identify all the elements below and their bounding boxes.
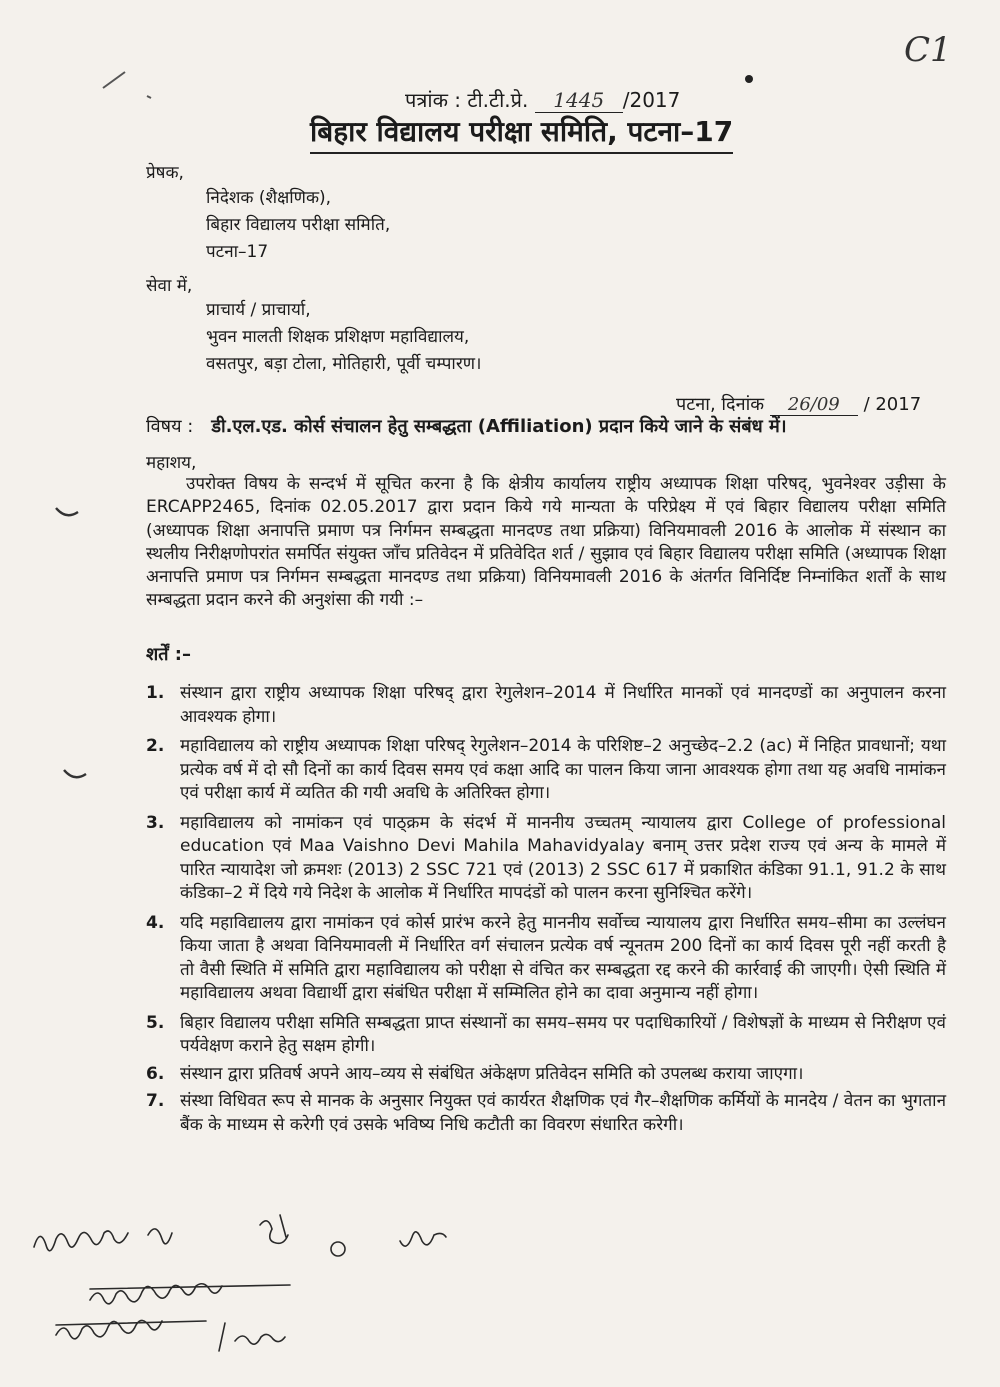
condition-text: संस्थान द्वारा प्रतिवर्ष अपने आय–व्यय से संबंधित अंकेक्षण प्रतिवेदन समिति को उपलब्ध कराया जाएगा। xyxy=(180,1063,804,1084)
margin-mark-left-2 xyxy=(60,762,90,787)
sender-line: बिहार विद्यालय परीक्षा समिति, xyxy=(206,215,391,235)
sender-line: पटना–17 xyxy=(206,242,269,262)
scan-mark-top-left xyxy=(95,60,165,110)
condition-number: 6. xyxy=(146,1063,165,1084)
condition-text: संस्था विधिवत रूप से मानक के अनुसार नियुक्त एवं कार्यरत शैक्षणिक एवं गैर–शैक्षणिक कर्मियों के मानदेय / वेतन का भुगतान बैंक के माध्यम से करेगी एवं उसके भविष्य निधि कटौती का विवरण संधारित करेगी। xyxy=(180,1091,946,1135)
sender-line: निदेशक (शैक्षणिक), xyxy=(206,188,332,208)
recipient-line: वसतपुर, बड़ा टोला, मोतिहारी, पूर्वी चम्पारण। xyxy=(206,354,482,374)
condition-item xyxy=(146,1012,946,1059)
page-title: बिहार विद्यालय परीक्षा समिति, पटना–17 xyxy=(310,112,733,154)
recipient-line: भुवन मालती शिक्षक प्रशिक्षण महाविद्यालय, xyxy=(206,327,470,347)
subject-label: विषय : xyxy=(146,416,194,437)
margin-mark-left xyxy=(52,500,82,525)
salutation: महाशय, xyxy=(146,453,197,473)
condition-text: यदि महाविद्यालय द्वारा नामांकन एवं कोर्स प्रारंभ करने हेतु माननीय सर्वोच्च न्यायालय द्वारा निर्धारित समय–सीमा का उल्लंघन किया जाता है अथवा विनियमावली में निर्धारित वर्ग संचालन प्रत्येक वर्ष न्यूनतम 200 दिनों का कार्य दिवस पूरी नहीं करती है तो वैसी स्थिति में समिति द्वारा महाविद्यालय को परीक्षा से वंचित कर सम्बद्धता रद्द करने की कार्रवाई की जाएगी। ऐसी स्थिति में महाविद्यालय अथवा विद्यार्थी द्वारा संबंधित परीक्षा में सम्मिलित होने का दावा अनुमान्य नहीं होगा। xyxy=(180,912,946,1003)
sender-label: प्रेषक, xyxy=(146,163,184,183)
subject-line xyxy=(146,414,787,438)
conditions-list xyxy=(146,682,946,1137)
recipient-address xyxy=(206,297,482,378)
reference-number-line xyxy=(405,86,680,113)
condition-text: महाविद्यालय को नामांकन एवं पाठ्क्रम के संदर्भ में माननीय उच्चतम् न्यायालय द्वारा College of professional education एवं Maa Vaishno Devi Mahila Mahavidyalay बनाम् उत्तर प्रदेश राज्य एवं अन्य के मामले में पारित न्यायादेश जो क्रमशः (2013) 2 SSC 721 एवं (2013) 2 SSC 617 में प्रकाशित कंडिका 91.1, 91.2 के साथ कंडिका–2 में दिये गये निदेश के आलोक में निर्धारित मापदंडों को पालन करना सुनिश्चित करेंगे। xyxy=(180,812,946,903)
condition-text: महाविद्यालय को राष्ट्रीय अध्यापक शिक्षा परिषद् रेगुलेशन–2014 के परिशिष्ट–2 अनुच्छेद–2.2 (ac) में निहित प्रावधानों; यथा प्रत्येक वर्ष में दो सौ दिनों का कार्य दिवस समय एवं कक्षा आदि का पालन किया जाना आवश्यक होगा तथा यह अवधि नामांकन एवं परीक्षा कार्य में व्यतित की गयी अवधि के अतिरिक्त होगा। xyxy=(180,736,946,803)
recipient-line: प्राचार्य / प्राचार्या, xyxy=(206,300,311,320)
reference-year: /2017 xyxy=(622,88,681,112)
condition-item xyxy=(146,735,946,806)
condition-number: 1. xyxy=(146,683,165,703)
condition-number: 5. xyxy=(146,1012,165,1033)
condition-number: 7. xyxy=(146,1091,165,1111)
condition-text: संस्थान द्वारा राष्ट्रीय अध्यापक शिक्षा परिषद् द्वारा रेगुलेशन–2014 में निर्धारित मानकों एवं मानदण्डों का अनुपालन करना आवश्यक होगा। xyxy=(180,683,946,727)
condition-item xyxy=(146,912,946,1006)
subject-text: डी.एल.एड. कोर्स संचालन हेतु सम्बद्धता (Affiliation) प्रदान किये जाने के संबंध में। xyxy=(211,416,787,437)
condition-number: 2. xyxy=(146,736,165,756)
reference-label: पत्रांक : टी.टी.प्रे. xyxy=(405,88,529,112)
scan-mark-dot xyxy=(742,72,756,86)
condition-item xyxy=(146,1090,946,1137)
corner-mark: C1 xyxy=(904,30,952,70)
handwritten-notes xyxy=(20,1205,480,1365)
condition-number: 3. xyxy=(146,812,165,833)
reference-number: 1445 xyxy=(535,88,623,113)
recipient-label: सेवा में, xyxy=(146,276,193,296)
condition-item xyxy=(146,682,946,729)
date-label: पटना, दिनांक xyxy=(676,394,765,415)
condition-item xyxy=(146,812,946,906)
condition-number: 4. xyxy=(146,912,165,933)
condition-text: बिहार विद्यालय परीक्षा समिति सम्बद्धता प्राप्त संस्थानों का समय–समय पर पदाधिकारियों / विशेषज्ञों के माध्यम से निरीक्षण एवं पर्यवेक्षण कराने हेतु सक्षम होगी। xyxy=(180,1012,946,1056)
letter-date xyxy=(676,392,921,416)
sender-address xyxy=(206,185,390,266)
date-year: / 2017 xyxy=(863,394,922,415)
conditions-heading: शर्तें :– xyxy=(146,644,191,665)
date-value: 26/09 xyxy=(770,394,858,416)
body-paragraph: उपरोक्त विषय के सन्दर्भ में सूचित करना है कि क्षेत्रीय कार्यालय राष्ट्रीय अध्यापक शिक्षा परिषद्, भुवनेश्वर उड़ीसा के ERCAPP2465, दिनांक 02.05.2017 द्वारा प्रदान किये गये मान्यता के परिप्रेक्ष्य में एवं बिहार विद्यालय परीक्षा समिति (अध्यापक शिक्षा अनापत्ति प्रमाण पत्र निर्गमन सम्बद्धता मानदण्ड तथा प्रक्रिया) विनियमावली 2016 के आलोक में संस्थान का स्थलीय निरीक्षणोपरांत समर्पित संयुक्त जाँच प्रतिवेदन में प्रतिवेदित शर्त / सुझाव एवं बिहार विद्यालय परीक्षा समिति (अध्यापक शिक्षा अनापत्ति प्रमाण पत्र निर्गमन सम्बद्धता मानदण्ड तथा प्रक्रिया) विनियमावली 2016 के अंतर्गत विनिर्दिष्ट निम्नांकित शर्तों के साथ सम्बद्धता प्रदान करने की अनुशंसा की गयी :– xyxy=(146,474,946,611)
condition-item xyxy=(146,1063,946,1087)
